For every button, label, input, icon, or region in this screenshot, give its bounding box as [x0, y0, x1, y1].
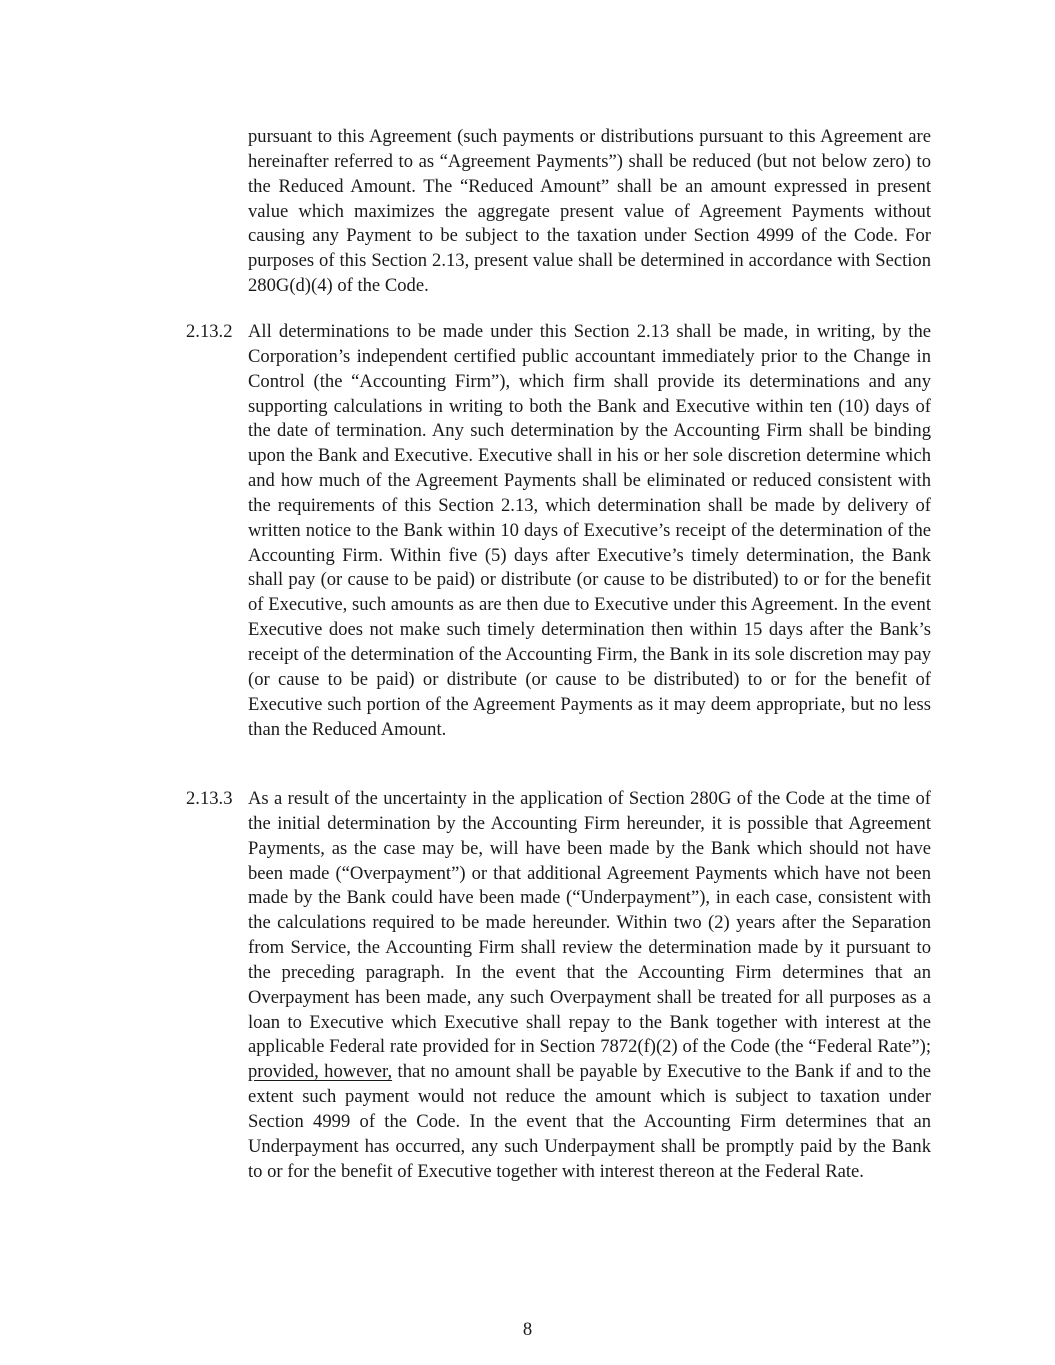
section-2-13-3-text-before: As a result of the uncertainty in the application of Section 280G of the Code at the time of the initial determination by the Accounting Firm hereunder, it is possible that Agreement Payments, as the case may be, will have been made by the Bank which should not have been made (“Overpayment”) or that additional Agreement Payments which have not been made by the Bank could have been made (“Underpayment”), in each case, consistent with the calculations required to be made hereunder. Within two (2) years after the Separation from Service, the Accounting Firm shall review the determination made by it pursuant to the preceding paragraph. In the event that the Accounting Firm determines that an Overpayment has been made, any such Overpayment shall be treated for all purposes as a loan to Executive which Executive shall repay to the Bank together with interest at the applicable Federal rate provided for in Section 7872(f)(2) of the Code (the “Federal Rate”);: [248, 788, 931, 1058]
section-2-13-2-number: 2.13.2: [186, 321, 233, 342]
section-2-13-3-text: [248, 787, 931, 1185]
provided-however-underlined: provided, however,: [248, 1061, 393, 1083]
section-2-13-3-text-after: that no amount shall be payable by Executive to the Bank if and to the extent such payment would not reduce the amount which is subject to taxation under Section 4999 of the Code. In the event that the Accounting Firm determines that an Underpayment has occurred, any such Underpayment shall be promptly paid by the Bank to or for the benefit of Executive together with interest thereon at the Federal Rate.: [248, 1061, 931, 1182]
page-number: 8: [522, 1319, 533, 1340]
continuation-paragraph: pursuant to this Agreement (such payments or distributions pursuant to this Agreement are hereinafter referred to as “Agreement Payments”) shall be reduced (but not below zero) to the Reduced Amount. The “Reduced Amount” shall be an amount expressed in present value which maximizes the aggregate present value of Agreement Payments without causing any Payment to be subject to the taxation under Section 4999 of the Code. For purposes of this Section 2.13, present value shall be determined in accordance with Section 280G(d)(4) of the Code.: [248, 126, 931, 297]
section-2-13-3-number: 2.13.3: [186, 788, 233, 809]
section-2-13-2-text: All determinations to be made under this Section 2.13 shall be made, in writing, by the Corporation’s independent certified public accountant immediately prior to the Change in Control (the “Accounting Firm”), which firm shall provide its determinations and any supporting calculations in writing to both the Bank and Executive within ten (10) days of the date of termination. Any such determination by the Accounting Firm shall be binding upon the Bank and Executive. Executive shall in his or her sole discretion determine which and how much of the Agreement Payments shall be eliminated or reduced consistent with the requirements of this Section 2.13, which determination shall be made by delivery of written notice to the Bank within 10 days of Executive’s receipt of the determination of the Accounting Firm. Within five (5) days after Executive’s timely determination, the Bank shall pay (or cause to be paid) or distribute (or cause to be distributed) to or for the benefit of Executive, such amounts as are then due to Executive under this Agreement. In the event Executive does not make such timely determination then within 15 days after the Bank’s receipt of the determination of the Accounting Firm, the Bank in its sole discretion may pay (or cause to be paid) or distribute (or cause to be distributed) to or for the benefit of Executive such portion of the Agreement Payments as it may deem appropriate, but no less than the Reduced Amount.: [248, 321, 931, 740]
